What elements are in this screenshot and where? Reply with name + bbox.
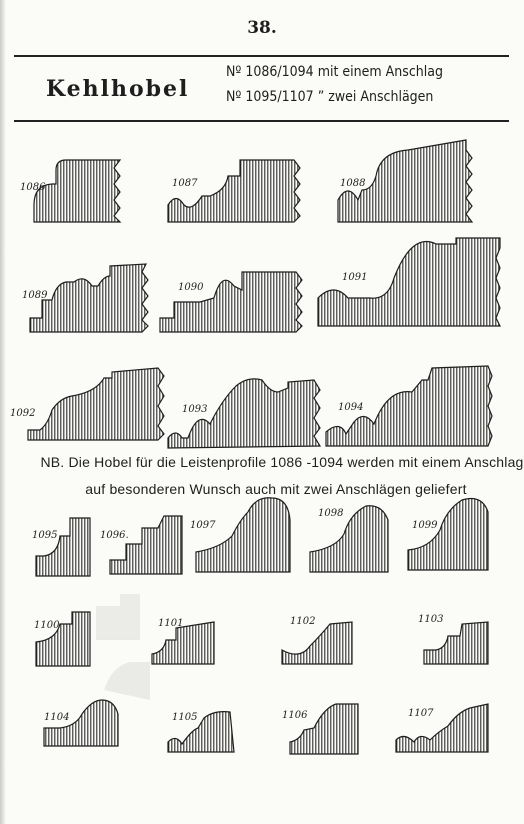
profile-label: 1088 — [340, 178, 366, 189]
profile-1089 — [30, 264, 148, 332]
profile-1103 — [424, 622, 488, 664]
profile-1096 — [110, 516, 182, 574]
profile-label: 1101 — [158, 618, 184, 629]
profile-1087 — [168, 160, 300, 222]
profile-1102 — [282, 622, 352, 664]
profile-label: 1100 — [34, 620, 60, 631]
profile-label: 1094 — [338, 402, 364, 413]
profile-1095 — [36, 518, 90, 576]
profile-label: 1098 — [318, 508, 344, 519]
profile-label: 1106 — [282, 710, 308, 721]
profile-1092 — [28, 368, 164, 440]
profile-1090 — [160, 272, 302, 332]
profile-1086 — [34, 160, 120, 222]
profile-label: 1089 — [22, 290, 48, 301]
profile-label: 1103 — [418, 614, 444, 625]
profile-label: 1092 — [10, 408, 36, 419]
profile-1097 — [196, 498, 290, 572]
profile-1104 — [44, 700, 118, 746]
model-range-single-fence: Nº 1086/1094 mit einem Anschlag — [226, 64, 443, 80]
profile-label: 1096. — [100, 530, 129, 541]
profile-label: 1104 — [44, 712, 70, 723]
profile-1099 — [408, 499, 488, 571]
profile-label: 1102 — [290, 616, 316, 627]
note-line-1: NB. Die Hobel für die Leistenprofile 1086 -1094 werden mit einem Anschlag — [40, 454, 524, 470]
model-range-double-fence: Nº 1095/1107 ” zwei Anschlägen — [226, 89, 434, 105]
page-number: 38. — [247, 18, 277, 38]
profile-label: 1093 — [182, 404, 208, 415]
profile-label: 1105 — [172, 712, 198, 723]
profile-label: 1091 — [342, 272, 368, 283]
profile-label: 1097 — [190, 520, 216, 531]
profile-label: 1099 — [412, 520, 438, 531]
profile-label: 1087 — [172, 178, 198, 189]
profile-label: 1095 — [32, 530, 58, 541]
profile-label: 1107 — [408, 708, 434, 719]
profile-label: 1090 — [178, 282, 204, 293]
profile-label: 1086 — [20, 182, 46, 193]
note-line-2: auf besonderen Wunsch auch mit zwei Anschlägen geliefert — [85, 481, 467, 497]
page-title: Kehlhobel — [46, 76, 190, 102]
